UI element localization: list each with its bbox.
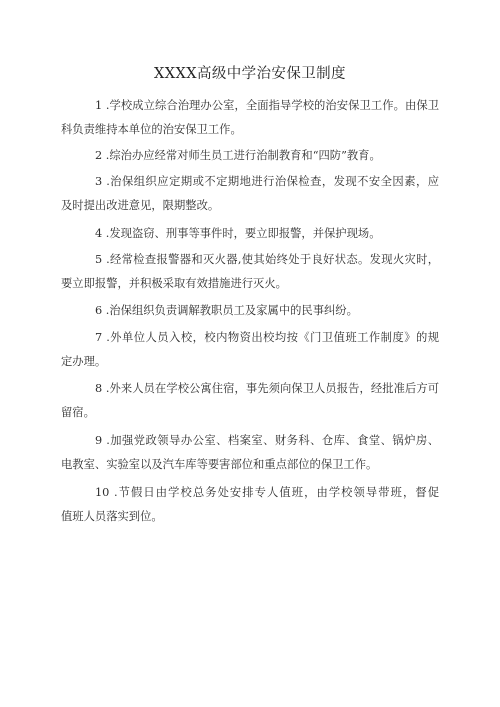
paragraph-4	[61, 222, 439, 246]
paragraph-line: 2 .综治办应经常对师生员工进行治制教育和“四防”教育。	[95, 149, 381, 162]
paragraph-line: 10 .节假日由学校总务处安排专人值班，由学校领导带班，督促	[95, 486, 439, 499]
paragraph-2	[61, 144, 439, 168]
paragraph-6	[61, 299, 439, 323]
paragraph-line: 9 .加强党政领导办公室、档案室、财务科、仓库、食堂、锅炉房、	[95, 434, 439, 447]
paragraph-line: 4 .发现盗窃、刑事等事件时，要立即报警，并保护现场。	[95, 227, 381, 240]
paragraph-line: 7 .外单位人员入校，校内物资出校均按《门卫值班工作制度》的规	[95, 331, 439, 344]
paragraph-line: 3 .治保组织应定期或不定期地进行治保检查，发现不安全因素，应	[95, 175, 439, 188]
paragraph-3	[61, 170, 439, 218]
paragraph-line: 留宿。	[61, 406, 95, 419]
paragraph-9	[61, 429, 439, 477]
paragraph-line: 科负责维持本单位的治安保卫工作。	[61, 123, 242, 136]
paragraph-10	[61, 481, 439, 529]
document-title: XXXX高级中学治安保卫制度	[154, 66, 346, 82]
paragraph-line: 值班人员落实到位。	[61, 510, 163, 523]
paragraph-line: 定办理。	[61, 355, 107, 368]
paragraph-line: 6 .治保组织负责调解教职员工及家属中的民事纠纷。	[95, 304, 358, 317]
paragraph-line: 1 .学校成立综合治理办公室，全面指导学校的治安保卫工作。由保卫	[95, 99, 439, 112]
paragraph-line: 电教室、实验室以及汽车库等要害部位和重点部位的保卫工作。	[61, 458, 378, 471]
paragraph-line: 5 .经常检查报警器和灭火器,使其始终处于良好状态。发现火灾时，	[95, 253, 439, 266]
paragraph-7	[61, 326, 439, 374]
paragraph-1	[61, 94, 439, 142]
paragraph-line: 及时提出改进意见，限期整改。	[61, 199, 220, 212]
paragraph-5	[61, 248, 439, 296]
paragraph-line: 8 .外来人员在学校公寓住宿，事先须向保卫人员报告，经批准后方可	[95, 382, 439, 395]
paragraph-line: 要立即报警，并积极采取有效措施进行灭火。	[61, 277, 287, 290]
paragraph-8	[61, 377, 439, 425]
